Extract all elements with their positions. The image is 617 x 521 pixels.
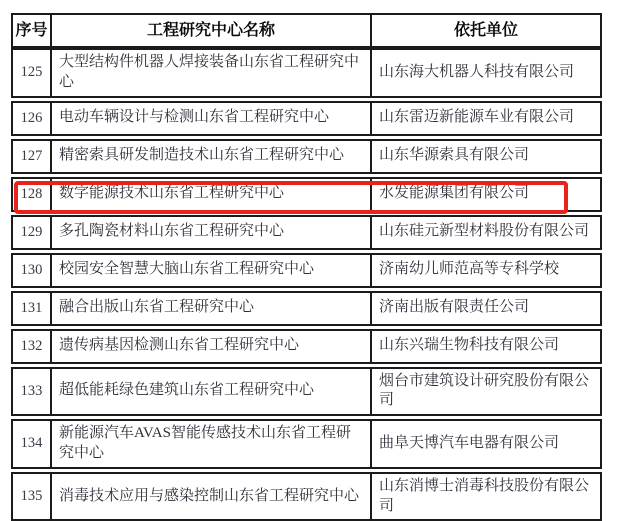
header-cell-name: 工程研究中心名称	[50, 15, 370, 46]
table-row	[11, 329, 602, 364]
table-row	[11, 419, 602, 469]
row-org-cell: 济南出版有限责任公司	[370, 293, 600, 324]
research-centers-table	[11, 13, 602, 521]
row-center-name-cell: 电动车辆设计与检测山东省工程研究中心	[50, 103, 370, 134]
row-number-cell: 128	[20, 185, 43, 202]
header-cell-org: 依托单位	[370, 15, 600, 46]
row-org-cell: 山东华源索具有限公司	[370, 141, 600, 172]
table-header-row	[11, 13, 602, 48]
table-row	[11, 139, 602, 174]
row-center-name-cell: 超低能耗绿色建筑山东省工程研究中心	[50, 369, 370, 415]
row-org-cell: 水发能源集团有限公司	[370, 179, 600, 210]
row-center-name-cell: 数字能源技术山东省工程研究中心	[50, 179, 370, 210]
row-org-cell: 曲阜天博汽车电器有限公司	[370, 421, 600, 467]
row-number-cell: 132	[20, 337, 43, 354]
row-number-cell: 127	[20, 147, 43, 164]
table-row	[11, 215, 602, 250]
row-center-name-cell: 精密索具研发制造技术山东省工程研究中心	[50, 141, 370, 172]
row-org-cell: 烟台市建筑设计研究股份有限公司	[370, 369, 600, 415]
table-row	[11, 367, 602, 417]
row-center-name-cell: 多孔陶瓷材料山东省工程研究中心	[50, 217, 370, 248]
row-org-cell: 山东海大机器人科技有限公司	[370, 50, 600, 96]
table-row	[11, 253, 602, 288]
row-number-cell: 131	[20, 299, 43, 316]
row-center-name-cell: 大型结构件机器人焊接装备山东省工程研究中心	[50, 50, 370, 96]
row-number-cell: 126	[20, 109, 43, 126]
row-number-cell: 129	[20, 223, 43, 240]
row-org-cell: 济南幼儿师范高等专科学校	[370, 255, 600, 286]
row-center-name-cell: 校园安全智慧大脑山东省工程研究中心	[50, 255, 370, 286]
header-cell-no: 序号	[15, 21, 48, 39]
table-row	[11, 472, 602, 521]
row-number-cell: 135	[20, 488, 43, 505]
row-org-cell: 山东硅元新型材料股份有限公司	[370, 217, 600, 248]
row-number-cell: 130	[20, 261, 43, 278]
row-org-cell: 山东兴瑞生物科技有限公司	[370, 331, 600, 362]
table-row-highlighted	[11, 177, 602, 212]
row-org-cell: 山东雷迈新能源车业有限公司	[370, 103, 600, 134]
row-center-name-cell: 消毒技术应用与感染控制山东省工程研究中心	[50, 474, 370, 520]
row-number-cell: 125	[20, 64, 43, 81]
table-row	[11, 291, 602, 326]
table-row	[11, 48, 602, 98]
row-center-name-cell: 新能源汽车AVAS智能传感技术山东省工程研究中心	[50, 421, 370, 467]
row-org-cell: 山东消博士消毒科技股份有限公司	[370, 474, 600, 520]
row-center-name-cell: 融合出版山东省工程研究中心	[50, 293, 370, 324]
row-number-cell: 134	[20, 435, 43, 452]
row-center-name-cell: 遗传病基因检测山东省工程研究中心	[50, 331, 370, 362]
table-row	[11, 101, 602, 136]
row-number-cell: 133	[20, 382, 43, 399]
